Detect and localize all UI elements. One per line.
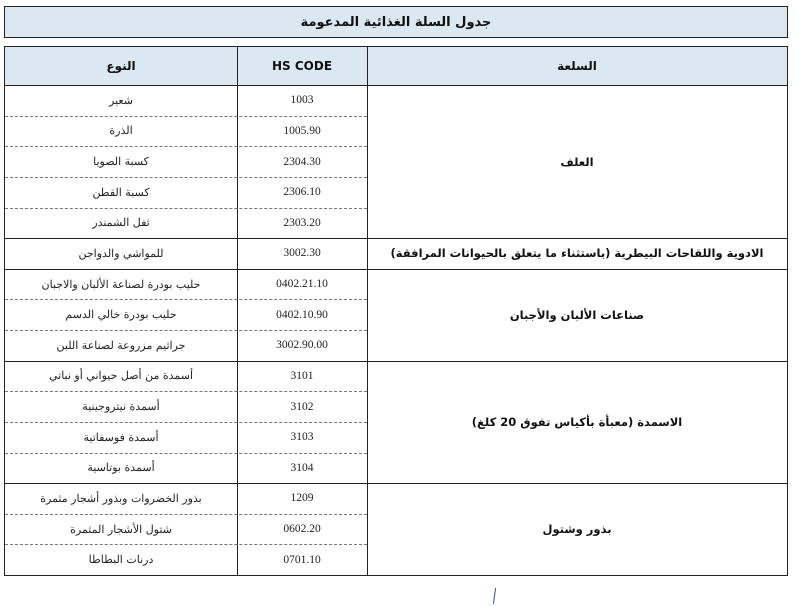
item-hs-code: 3102	[290, 400, 314, 413]
item-type: شتول الأشجار المثمرة	[70, 522, 172, 536]
item-hs-code: 1209	[290, 492, 314, 505]
table-title: جدول السلة الغذائية المدعومة	[4, 6, 788, 38]
food-basket-table	[4, 46, 788, 576]
item-hs-code: 3103	[290, 431, 314, 444]
item-type: أسمدة فوسفاتية	[83, 430, 159, 444]
commodity-group-name: صناعات الألبان والأجبان	[509, 307, 645, 322]
commodity-group-name: الادوية واللقاحات البيطرية (باستثناء ما يتعلق بالحيوانات المرافقة)	[390, 246, 764, 261]
item-type: جراثيم مزروعة لصناعة اللبن	[56, 338, 186, 352]
item-hs-code: 2303.20	[283, 216, 321, 229]
item-type: للمواشي والدواجن	[78, 246, 164, 260]
commodity-group-name: الاسمدة (معبأة بأكياس تفوق 20 كلغ)	[471, 414, 683, 429]
item-hs-code: 3104	[290, 461, 314, 474]
item-hs-code: 0402.21.10	[276, 278, 328, 291]
item-type: درنات البطاطا	[88, 553, 154, 567]
item-hs-code: 0602.20	[283, 523, 321, 536]
item-hs-code: 0701.10	[283, 553, 321, 566]
item-hs-code: 3101	[290, 369, 314, 382]
item-type: أسمدة من أصل حيواني أو نباتي	[48, 369, 194, 383]
item-hs-code: 3002.90.00	[276, 339, 328, 352]
header-commodity: السلعة	[367, 47, 787, 86]
pen-mark	[493, 588, 496, 604]
item-type: أسمدة نيتروجينية	[82, 400, 160, 414]
item-type: الذرة	[109, 124, 133, 138]
item-hs-code: 3002.30	[283, 247, 321, 260]
item-type: بذور الخضروات وبذور أشجار مثمرة	[40, 491, 202, 505]
item-type: كسبة القطن	[92, 185, 150, 199]
item-type: حليب بودرة لصناعة الألبان والاجبان	[41, 277, 201, 291]
item-type: ثفل الشمندر	[92, 216, 150, 230]
item-type: أسمدة بوتاسية	[87, 461, 155, 475]
item-type: كسبة الصويا	[93, 155, 149, 169]
item-hs-code: 0402.10.90	[276, 308, 328, 321]
commodity-group-name: بذور وشتول	[542, 522, 612, 537]
header-type: النوع	[5, 47, 237, 86]
item-type: حليب بودرة خالي الدسم	[65, 308, 177, 322]
item-hs-code: 1003	[290, 94, 314, 107]
commodity-group-name: العلف	[560, 154, 594, 169]
item-hs-code: 2306.10	[283, 186, 321, 199]
item-hs-code: 1005.90	[283, 124, 321, 137]
item-hs-code: 2304.30	[283, 155, 321, 168]
header-hs-code: HS CODE	[237, 47, 367, 86]
item-type: شعير	[109, 93, 133, 107]
